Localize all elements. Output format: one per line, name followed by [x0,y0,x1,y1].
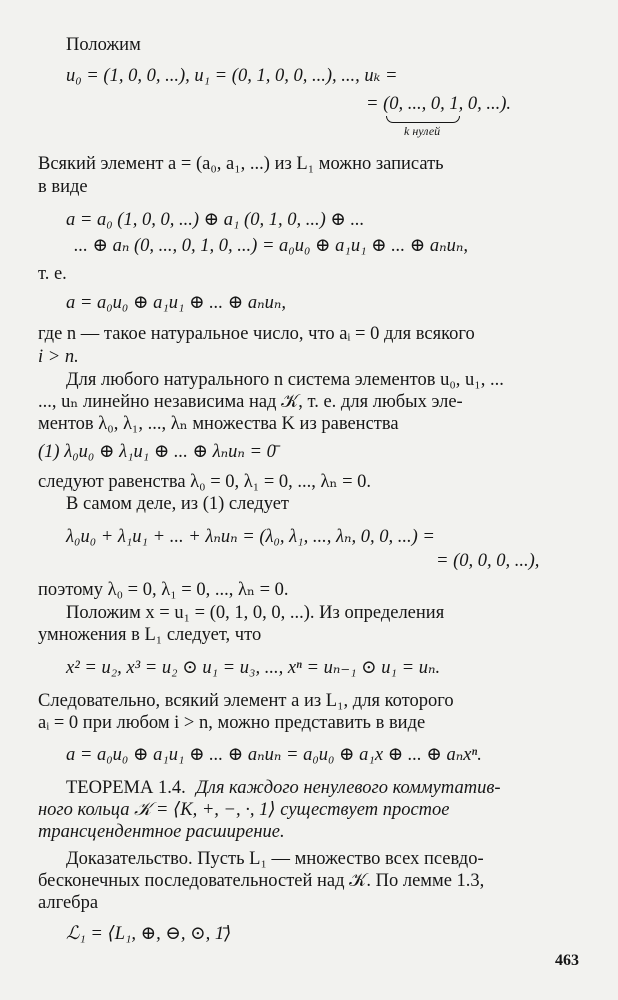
theorem-text: ного кольца 𝒦 = ⟨K, +, −, ·, 1⟩ существует простое [38,800,450,820]
text-line: поэтому λ₀ = 0, λ₁ = 0, ..., λₙ = 0. [38,580,289,600]
equation-1: (1) λ₀u₀ ⊕ λ₁u₁ ⊕ ... ⊕ λₙuₙ = 0̄ [38,442,276,462]
text-line: алгебра [38,893,99,913]
underbrace [386,116,460,123]
text-line: Для любого натурального n система элементов u₀, u₁, ... [66,370,504,390]
text-line: бесконечных последовательностей над 𝒦. По лемме 1.3, [38,871,485,891]
formula-line: ... ⊕ aₙ (0, ..., 0, 1, 0, ...) = a₀u₀ ⊕ a₁u₁ ⊕ ... ⊕ aₙuₙ, [74,236,469,256]
formula-line: a = a₀u₀ ⊕ a₁u₁ ⊕ ... ⊕ aₙuₙ, [66,293,286,313]
formula-line: λ₀u₀ + λ₁u₁ + ... + λₙuₙ = (λ₀, λ₁, ..., λₙ, 0, 0, ...) = [66,527,435,547]
text-line: i > n. [38,347,79,367]
page-number: 463 [555,952,579,969]
text-line: Положим [66,35,141,55]
formula-line: = (0, ..., 0, 1, 0, ...). [366,94,512,114]
text-line: aᵢ = 0 при любом i > n, можно представить в виде [38,713,426,733]
text-line: ментов λ₀, λ₁, ..., λₙ множества K из равенства [38,414,399,434]
text-line: в виде [38,177,88,197]
text-line: Всякий элемент a = (a₀, a₁, ...) из L₁ можно записать [38,154,444,174]
theorem-text: Для каждого ненулевого коммутатив- [196,778,501,798]
text-line: т. е. [38,264,67,284]
underbrace-label: k нулей [404,124,441,138]
theorem-label: ТЕОРЕМА 1.4. [66,778,186,798]
formula-line: = (0, 0, 0, ...), [436,551,540,571]
text-line: ..., uₙ линейно независима над 𝒦, т. е. для любых эле- [38,392,463,412]
formula-line: u₀ = (1, 0, 0, ...), u₁ = (0, 1, 0, 0, ...), ..., uₖ = [66,66,398,86]
text-line: Доказательство. Пусть L₁ — множество всех псевдо- [66,849,484,869]
text-line: умножения в L₁ следует, что [38,625,262,645]
text-line: Следовательно, всякий элемент a из L₁, для которого [38,691,454,711]
text-line: следуют равенства λ₀ = 0, λ₁ = 0, ..., λₙ = 0. [38,472,372,492]
formula-line: a = a₀ (1, 0, 0, ...) ⊕ a₁ (0, 1, 0, ...) ⊕ ... [66,210,365,230]
formula-line: x² = u₂, x³ = u₂ ⊙ u₁ = u₃, ..., xⁿ = uₙ₋₁ ⊙ u₁ = uₙ. [66,658,441,678]
theorem-text: трансцендентное расширение. [38,822,285,842]
text-line: В самом деле, из (1) следует [66,494,290,514]
formula-line: ℒ₁ = ⟨L₁, ⊕, ⊖, ⊙, 1̄⟩ [66,924,232,944]
formula-line: a = a₀u₀ ⊕ a₁u₁ ⊕ ... ⊕ aₙuₙ = a₀u₀ ⊕ a₁x ⊕ ... ⊕ aₙxⁿ. [66,745,482,765]
text-line: Положим x = u₁ = (0, 1, 0, 0, ...). Из определения [66,603,445,623]
text-line: где n — такое натуральное число, что aᵢ = 0 для всякого [38,324,475,344]
